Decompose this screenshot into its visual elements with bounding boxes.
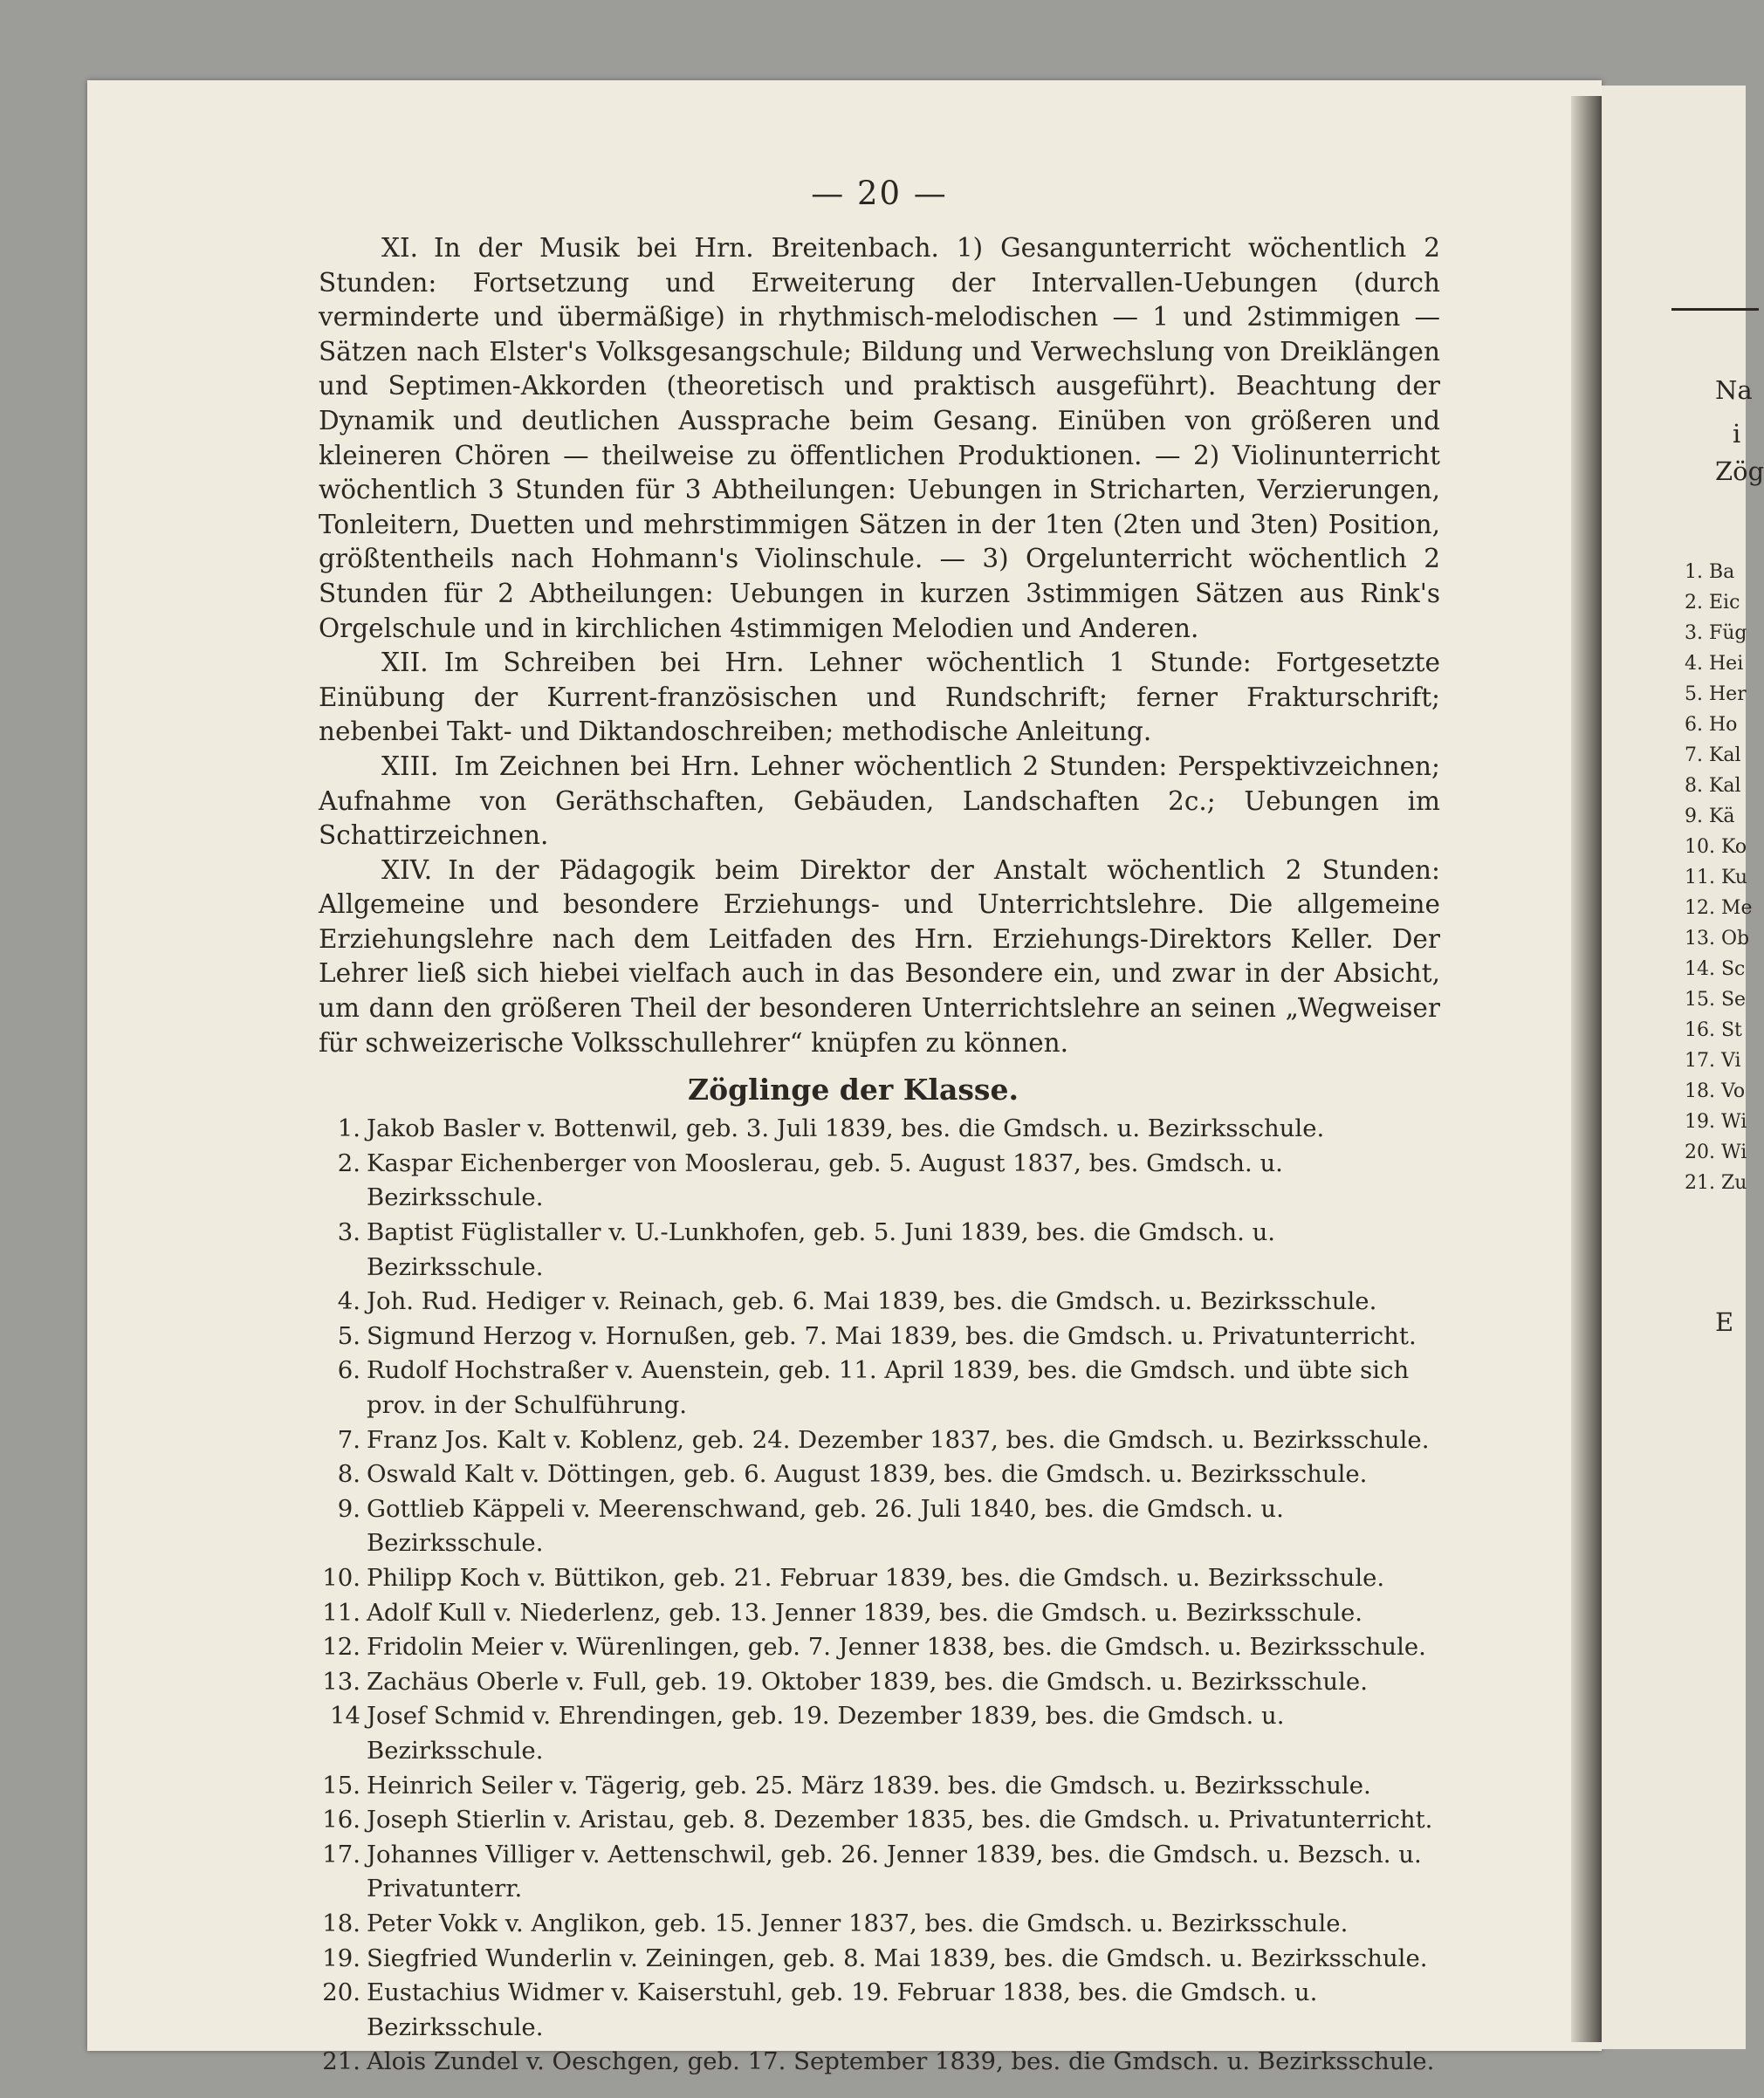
list-item-number: 5. bbox=[337, 1321, 360, 1350]
section-number: XIV. bbox=[381, 854, 433, 885]
list-item-text: Gottlieb Käppeli v. Meerenschwand, geb. 26. Juli 1840, bes. die Gmdsch. u. Bezirksschule. bbox=[367, 1494, 1284, 1558]
list-item-number: 8. bbox=[337, 1460, 360, 1489]
list-item-text: Philipp Koch v. Büttikon, geb. 21. Februar 1839, bes. die Gmdsch. u. Bezirksschule. bbox=[367, 1563, 1385, 1592]
list-item-text: Baptist Füglistaller v. U.-Lunkhofen, geb. 5. Juni 1839, bes. die Gmdsch. u. Bezirksschule. bbox=[367, 1218, 1276, 1281]
list-item-text: Zachäus Oberle v. Full, geb. 19. Oktober 1839, bes. die Gmdsch. u. Bezirksschule. bbox=[367, 1667, 1368, 1696]
list-item-text: Josef Schmid v. Ehrendingen, geb. 19. Dezember 1839, bes. die Gmdsch. u. Bezirksschule. bbox=[367, 1702, 1285, 1765]
list-item: 20. Wi bbox=[1685, 1142, 1747, 1163]
list-item bbox=[319, 1492, 1440, 1561]
list-item-number: 7. bbox=[337, 1425, 360, 1454]
list-item-text: Rudolf Hochstraßer v. Auenstein, geb. 11. April 1839, bes. die Gmdsch. und übte sich prov. in der Schulführung. bbox=[367, 1356, 1410, 1419]
list-item-number: 9. bbox=[337, 1494, 360, 1523]
list-item bbox=[319, 1665, 1440, 1700]
list-item: 13. Ob bbox=[1685, 928, 1750, 950]
list-item-number: 13. bbox=[322, 1667, 360, 1696]
list-item-text: Kaspar Eichenberger von Mooslerau, geb. 5. August 1837, bes. Gmdsch. u. Bezirksschule. bbox=[367, 1148, 1283, 1212]
list-item: 10. Ko bbox=[1685, 836, 1747, 858]
list-item-text: Siegfried Wunderlin v. Zeiningen, geb. 8. Mai 1839, bes. die Gmdsch. u. Bezirksschule. bbox=[367, 1944, 1428, 1972]
list-item bbox=[319, 1285, 1440, 1320]
list-item bbox=[319, 1561, 1440, 1596]
list-item: 18. Vo bbox=[1685, 1080, 1746, 1102]
right-page-roster bbox=[1685, 557, 1753, 1198]
list-item-number: 2. bbox=[337, 1148, 360, 1177]
list-item: 1. Ba bbox=[1685, 561, 1735, 583]
list-item bbox=[319, 1907, 1440, 1942]
list-item: 5. Her bbox=[1685, 683, 1747, 705]
list-item-text: Adolf Kull v. Niederlenz, geb. 13. Jenner 1839, bes. die Gmdsch. u. Bezirksschule. bbox=[367, 1598, 1363, 1627]
list-item-number: 11. bbox=[322, 1598, 360, 1627]
list-item-text: Eustachius Widmer v. Kaiserstuhl, geb. 19. Februar 1838, bes. die Gmdsch. u. Bezirksschule. bbox=[367, 1978, 1318, 2041]
paragraph-writing bbox=[319, 646, 1440, 750]
section-number: XI. bbox=[381, 233, 419, 263]
paragraph-music bbox=[319, 231, 1440, 646]
list-item bbox=[319, 1942, 1440, 1977]
list-item-text: Joh. Rud. Hediger v. Reinach, geb. 6. Mai 1839, bes. die Gmdsch. u. Bezirksschule. bbox=[367, 1287, 1377, 1316]
list-item-number: 15. bbox=[322, 1771, 360, 1800]
main-text-column bbox=[319, 175, 1440, 2080]
list-item: 16. St bbox=[1685, 1019, 1742, 1041]
list-item-text: Oswald Kalt v. Döttingen, geb. 6. August 1839, bes. die Gmdsch. u. Bezirksschule. bbox=[367, 1460, 1368, 1489]
list-item-text: Franz Jos. Kalt v. Koblenz, geb. 24. Dezember 1837, bes. die Gmdsch. u. Bezirksschule. bbox=[367, 1425, 1430, 1454]
roster-heading: Zöglinge der Klasse. bbox=[688, 1073, 1019, 1107]
list-item-number: 14 bbox=[330, 1702, 360, 1731]
right-page-fragment-3: Zög bbox=[1715, 456, 1764, 486]
list-item bbox=[319, 2045, 1440, 2080]
list-item bbox=[319, 1423, 1440, 1458]
list-item bbox=[319, 1354, 1440, 1423]
paragraph-text: In der Pädagogik beim Direktor der Anstalt wöchentlich 2 Stunden: Allgemeine und besondere Erziehungs- und Unterrichtslehre. Die allgemeine Erziehungslehre nach dem Leitfaden des Hrn. Erziehungs-Direktors Keller. Der Lehrer ließ sich hiebei vielfach auch in das Besondere ein, und zwar in der Absicht, um dann den größeren Theil der besonderen Unterrichtslehre an seinen „Wegweiser für schweizerische Volksschullehrer“ knüpfen zu können. bbox=[319, 854, 1440, 1058]
list-item: 3. Füg bbox=[1685, 622, 1747, 644]
list-item-number: 3. bbox=[337, 1218, 360, 1247]
list-item: 9. Kä bbox=[1685, 806, 1735, 827]
list-item-text: Joseph Stierlin v. Aristau, geb. 8. Dezember 1835, bes. die Gmdsch. u. Privatunterricht. bbox=[367, 1806, 1433, 1834]
list-item bbox=[319, 1769, 1440, 1804]
list-item: 2. Eic bbox=[1685, 592, 1740, 614]
paragraph-text: In der Musik bei Hrn. Breitenbach. 1) Gesangunterricht wöchentlich 2 Stunden: Fortsetzung und Erweiterung der Intervallen-Uebungen (durch verminderte und übermäßige) in rhythmisch-melodischen — 1 und 2stimmigen — Sätzen nach Elster's Volksgesangschule; Bildung und Verwechslung von Dreiklängen und Septimen-Akkorden (theoretisch und praktisch ausgeführt). Beachtung der Dynamik und deutlichen Aussprache beim Gesang. Einüben von größeren und kleineren Chören — theilweise zu öffentlichen Produktionen. — 2) Violinunterricht wöchentlich 3 Stunden für 3 Abtheilungen: Uebungen in Stricharten, Verzierungen, Tonleitern, Duetten und mehrstimmigen Sätzen in der 1ten (2ten und 3ten) Position, größtentheils nach Hohmann's Violinschule. — 3) Orgelunterricht wöchentlich 2 Stunden für 2 Abtheilungen: Uebungen in kurzen 3stimmigen Sätzen aus Rink's Orgelschule und in kirchlichen 4stimmigen Melodien und Anderen. bbox=[319, 233, 1440, 643]
list-item-text: Sigmund Herzog v. Hornußen, geb. 7. Mai 1839, bes. die Gmdsch. u. Privatunterricht. bbox=[367, 1321, 1417, 1350]
list-item bbox=[319, 1596, 1440, 1631]
section-number: XIII. bbox=[381, 751, 439, 781]
list-item: 11. Ku bbox=[1685, 867, 1748, 888]
right-page-fragment-bottom: E bbox=[1715, 1307, 1734, 1337]
list-item bbox=[319, 1112, 1440, 1147]
section-number: XII. bbox=[381, 648, 429, 678]
list-item: 12. Me bbox=[1685, 897, 1753, 919]
list-item-text: Alois Zundel v. Oeschgen, geb. 17. September 1839, bes. die Gmdsch. u. Bezirksschule. bbox=[367, 2047, 1435, 2076]
list-item bbox=[319, 1147, 1440, 1216]
list-item: 4. Hei bbox=[1685, 653, 1744, 675]
list-item-number: 21. bbox=[322, 2047, 360, 2076]
student-roster bbox=[319, 1112, 1440, 2080]
list-item: 17. Vi bbox=[1685, 1050, 1741, 1072]
list-item bbox=[319, 1838, 1440, 1907]
list-item-text: Heinrich Seiler v. Tägerig, geb. 25. März 1839. bes. die Gmdsch. u. Bezirksschule. bbox=[367, 1771, 1371, 1800]
list-item-number: 19. bbox=[322, 1944, 360, 1972]
list-item: 7. Kal bbox=[1685, 744, 1741, 766]
list-item: 8. Kal bbox=[1685, 775, 1741, 797]
list-item: 14. Sc bbox=[1685, 958, 1746, 980]
list-item bbox=[319, 1630, 1440, 1665]
list-item-number: 6. bbox=[337, 1356, 360, 1385]
list-item-number: 17. bbox=[322, 1840, 360, 1868]
list-item bbox=[319, 1216, 1440, 1285]
list-item bbox=[319, 1699, 1440, 1768]
list-item-number: 10. bbox=[322, 1563, 360, 1592]
list-item bbox=[319, 1803, 1440, 1838]
list-item-number: 12. bbox=[322, 1633, 360, 1662]
list-item: 21. Zu bbox=[1685, 1172, 1747, 1194]
paragraph-drawing bbox=[319, 750, 1440, 854]
list-item-text: Fridolin Meier v. Würenlingen, geb. 7. Jenner 1838, bes. die Gmdsch. u. Bezirksschule. bbox=[367, 1633, 1426, 1662]
book-gutter bbox=[1571, 96, 1606, 2042]
list-item-number: 20. bbox=[322, 1978, 360, 2007]
list-item-number: 16. bbox=[322, 1806, 360, 1834]
page-number: — 20 — bbox=[811, 175, 948, 212]
list-item bbox=[319, 1976, 1440, 2045]
right-page bbox=[1602, 86, 1764, 2049]
list-item-number: 18. bbox=[322, 1909, 360, 1937]
paragraph-pedagogy bbox=[319, 854, 1440, 1061]
list-item: 6. Ho bbox=[1685, 714, 1738, 736]
list-item-text: Johannes Villiger v. Aettenschwil, geb. 26. Jenner 1839, bes. die Gmdsch. u. Bezsch. u. Privatunterr. bbox=[367, 1840, 1422, 1903]
list-item bbox=[319, 1320, 1440, 1354]
right-page-rule bbox=[1671, 308, 1759, 311]
list-item-number: 4. bbox=[337, 1287, 360, 1316]
list-item-text: Peter Vokk v. Anglikon, geb. 15. Jenner 1837, bes. die Gmdsch. u. Bezirksschule. bbox=[367, 1909, 1349, 1937]
list-item: 15. Se bbox=[1685, 989, 1747, 1011]
list-item bbox=[319, 1457, 1440, 1492]
list-item-text: Jakob Basler v. Bottenwil, geb. 3. Juli 1839, bes. die Gmdsch. u. Bezirksschule. bbox=[367, 1114, 1325, 1143]
list-item: 19. Wi bbox=[1685, 1111, 1747, 1133]
list-item-number: 1. bbox=[337, 1114, 360, 1143]
paragraph-text: Im Zeichnen bei Hrn. Lehner wöchentlich 2 Stunden: Perspektivzeichnen; Aufnahme von Geräthschaften, Gebäuden, Landschaften 2c.; Uebungen im Schattirzeichnen. bbox=[319, 751, 1440, 851]
paragraph-text: Im Schreiben bei Hrn. Lehner wöchentlich 1 Stunde: Fortgesetzte Einübung der Kurrent-französischen und Rundschrift; ferner Frakturschrift; nebenbei Takt- und Diktandoschreiben; methodische Anleitung. bbox=[319, 648, 1440, 747]
right-page-fragment-2: i bbox=[1733, 419, 1741, 449]
right-page-fragment-1: Na bbox=[1715, 375, 1753, 405]
